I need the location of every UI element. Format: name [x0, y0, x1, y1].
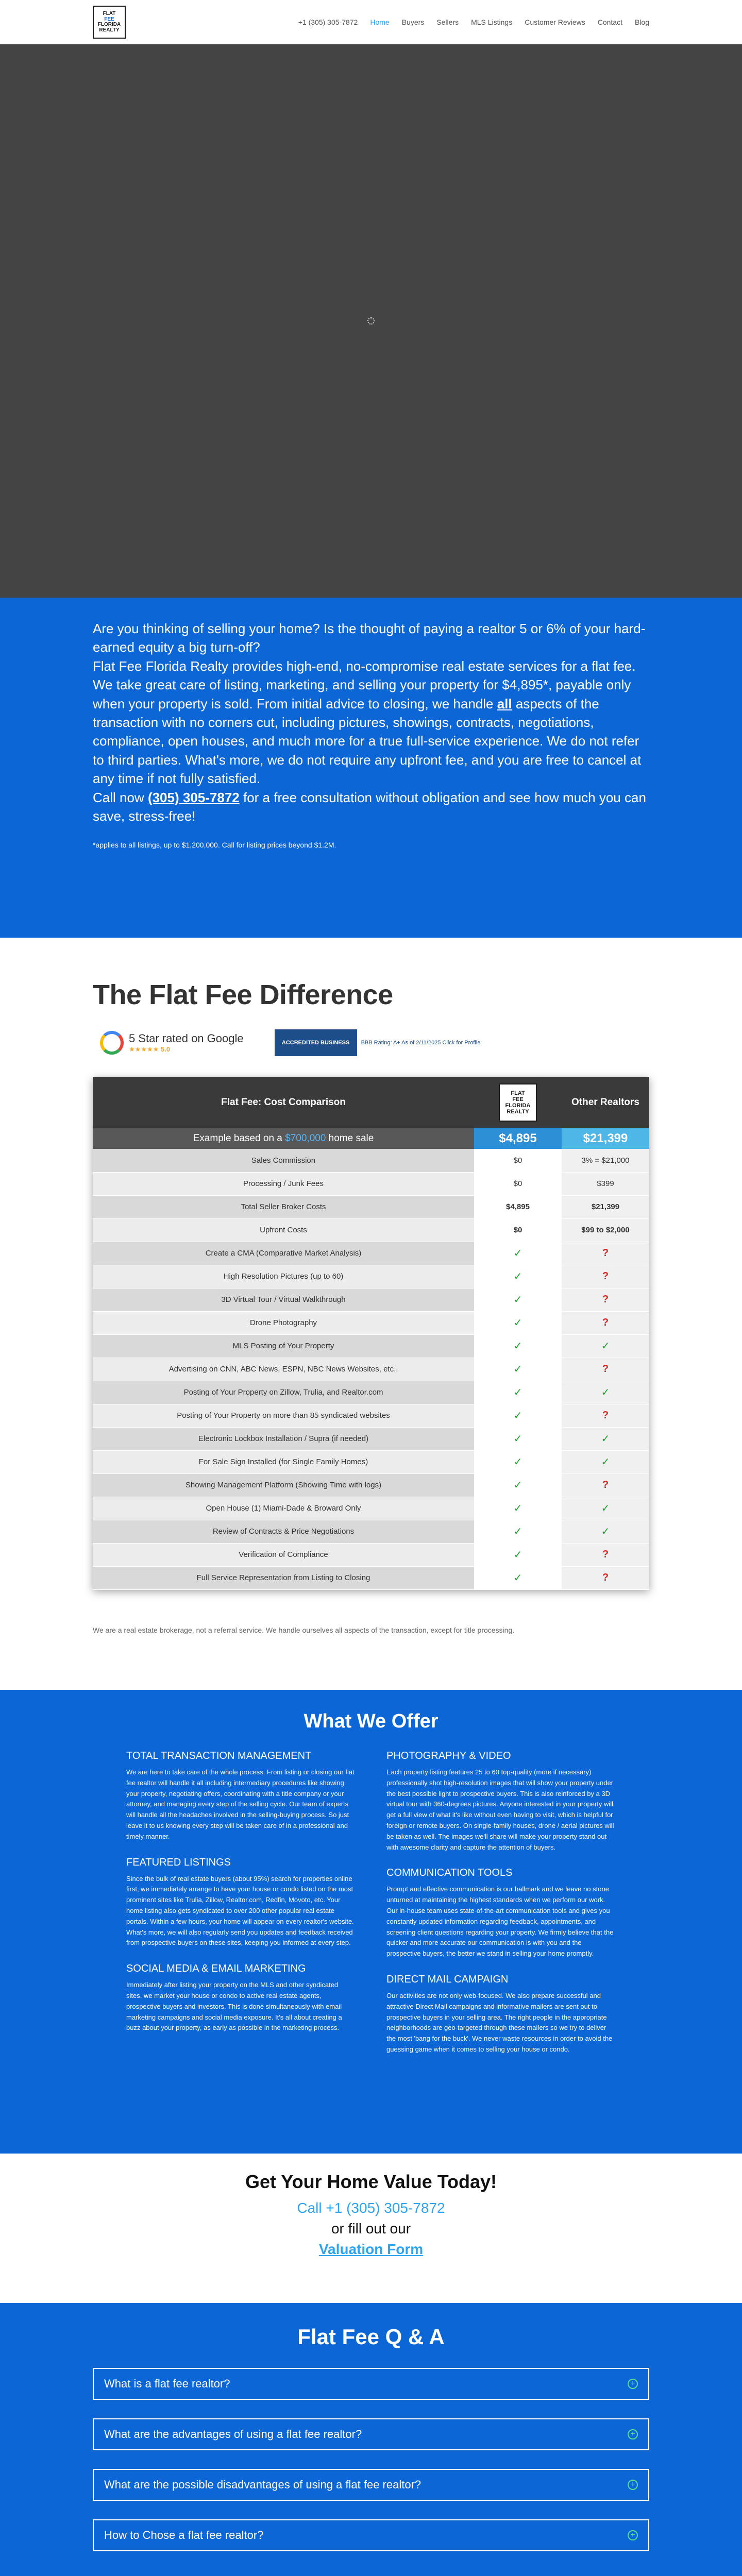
table-row	[93, 1450, 649, 1473]
check-icon: ✓	[513, 1526, 522, 1537]
flat-fee-cell	[474, 1427, 562, 1450]
nav-item-home[interactable]: Home	[370, 18, 390, 26]
bbb-badge[interactable]	[275, 1029, 481, 1056]
feature-cell: For Sale Sign Installed (for Single Family Homes)	[93, 1450, 474, 1473]
nav-phone-link[interactable]: +1 (305) 305-7872	[298, 18, 358, 26]
table-header-other: Other Realtors	[571, 1097, 639, 1108]
table-row	[93, 1311, 649, 1334]
other-realtors-cell	[562, 1497, 649, 1520]
other-realtors-cell	[562, 1427, 649, 1450]
flat-fee-cell	[474, 1265, 562, 1288]
home-value-section	[0, 2154, 742, 2303]
check-icon: ✓	[601, 1341, 610, 1352]
other-realtors-value: 3% = $21,000	[562, 1149, 649, 1172]
offer-text: Since the bulk of real estate buyers (about 95%) search for properties online first, we immediately arrange to have your house or condo listed on the most prominent sites like Trulia, Zillow, Realtor.com, Redfin, Movoto, etc. Your home listing also gets syndicated to over 200 other popular real estate portals. Within a few hours, your home will appear on every realtor's website. What's more, we will also regularly send you updates and feedback received from prospective buyers on these sites, keeping you informed at every step.	[126, 1874, 354, 1947]
other-realtors-cell	[562, 1566, 649, 1589]
check-icon: ✓	[513, 1549, 522, 1561]
other-realtors-value: $399	[562, 1172, 649, 1195]
intro-section	[0, 598, 742, 938]
table-row	[93, 1543, 649, 1566]
other-realtors-cell	[562, 1404, 649, 1427]
intro-cta: Call now (305) 305-7872 for a free consultation without obligation and see how much you can save, stress-free!	[93, 789, 646, 824]
table-row	[93, 1334, 649, 1358]
table-header	[93, 1077, 649, 1128]
nav-item-sellers[interactable]: Sellers	[436, 18, 459, 26]
table-row	[93, 1427, 649, 1450]
feature-cell: MLS Posting of Your Property	[93, 1334, 474, 1358]
logo-text: REALTY	[99, 27, 120, 33]
nav-item-buyers[interactable]: Buyers	[401, 18, 425, 26]
flat-fee-cell	[474, 1334, 562, 1358]
other-realtors-cell	[562, 1381, 649, 1404]
other-realtors-value: $21,399	[562, 1195, 649, 1218]
check-icon: ✓	[513, 1248, 522, 1259]
feature-cell: Posting of Your Property on Zillow, Trulia, and Realtor.com	[93, 1381, 474, 1404]
other-realtors-cell	[562, 1265, 649, 1288]
offer-heading: FEATURED LISTINGS	[126, 1856, 231, 1868]
question-icon: ?	[602, 1294, 609, 1305]
offer-text: Immediately after listing your property on the MLS and other syndicated sites, we market your house or condo to active real estate agents, prospective buyers and investors. This is done simultaneously with email marketing campaigns and social media exposure. It's all about creating a buzz about your property, as early as possible in the marketing process.	[126, 1981, 342, 2032]
check-icon: ✓	[601, 1387, 610, 1398]
check-icon: ✓	[513, 1364, 522, 1375]
faq-toggle[interactable]	[93, 2469, 649, 2501]
main-nav	[298, 18, 649, 26]
plus-circle-icon: +	[628, 2429, 638, 2439]
check-icon: ✓	[601, 1433, 610, 1445]
feature-cell: Showing Management Platform (Showing Time with logs)	[93, 1473, 474, 1497]
flat-fee-value: $0	[474, 1172, 562, 1195]
flat-fee-cell	[474, 1404, 562, 1427]
feature-cell: Sales Commission	[93, 1149, 474, 1172]
faq-toggle[interactable]	[93, 2519, 649, 2551]
check-icon: ✓	[513, 1271, 522, 1282]
cost-comparison-table	[93, 1077, 649, 1590]
flat-fee-value: $4,895	[474, 1195, 562, 1218]
table-row	[93, 1473, 649, 1497]
flat-fee-cell	[474, 1543, 562, 1566]
site-logo[interactable]	[93, 6, 126, 39]
home-value-or-text: or fill out our	[331, 2221, 411, 2236]
offer-text: Prompt and effective communication is our hallmark and we leave no stone unturned at maintaining the highest standards when we perform our work. Our in-house team uses state-of-the-art communication tools and gives you constantly updated information regarding feedback, appointments, and screening client questions regarding your property. We firmly believe that the quicker and more accurate our communication is with you and the prospective buyers, the better we stand in selling your home promptly.	[386, 1885, 614, 1958]
check-icon: ✓	[513, 1480, 522, 1491]
question-icon: ?	[602, 1479, 609, 1490]
question-icon: ?	[602, 1363, 609, 1375]
section-title: The Flat Fee Difference	[93, 979, 393, 1010]
offer-right-column	[386, 1750, 616, 2055]
google-stars: ★★★★★ 5.0	[129, 1045, 170, 1053]
base-other-price: $21,399	[562, 1128, 649, 1149]
feature-cell: Full Service Representation from Listing to Closing	[93, 1566, 474, 1589]
flat-fee-difference-section	[0, 938, 742, 1690]
intro-phone-link[interactable]: (305) 305-7872	[147, 789, 240, 805]
feature-cell: Review of Contracts & Price Negotiations	[93, 1520, 474, 1543]
feature-cell: Total Seller Broker Costs	[93, 1195, 474, 1218]
question-icon: ?	[602, 1572, 609, 1583]
base-example-label: Example based on a $700,000 home sale	[193, 1133, 374, 1144]
bbb-rating-text: BBB Rating: A+ As of 2/11/2025 Click for Profile	[361, 1039, 481, 1046]
faq-toggle[interactable]	[93, 2368, 649, 2400]
table-row	[93, 1195, 649, 1218]
google-icon	[100, 1031, 124, 1055]
feature-cell: Advertising on CNN, ABC News, ESPN, NBC News Websites, etc..	[93, 1358, 474, 1381]
check-icon: ✓	[601, 1503, 610, 1514]
feature-cell: Electronic Lockbox Installation / Supra (if needed)	[93, 1427, 474, 1450]
other-realtors-cell	[562, 1520, 649, 1543]
flat-fee-cell	[474, 1381, 562, 1404]
table-header-title: Flat Fee: Cost Comparison	[221, 1097, 346, 1108]
base-flat-fee-price: $4,895	[474, 1128, 562, 1149]
plus-circle-icon: +	[628, 2530, 638, 2540]
offer-title: What We Offer	[303, 1710, 439, 1732]
feature-cell: Drone Photography	[93, 1311, 474, 1334]
table-base-row	[93, 1128, 649, 1149]
intro-footnote: *applies to all listings, up to $1,200,000. Call for listing prices beyond $1.2M.	[93, 841, 336, 850]
google-badge-text: 5 Star rated on Google	[129, 1032, 244, 1045]
google-rating-badge[interactable]	[100, 1031, 244, 1055]
plus-circle-icon: +	[628, 2379, 638, 2389]
feature-cell: Create a CMA (Comparative Market Analysis)	[93, 1242, 474, 1265]
offer-left-column	[126, 1750, 356, 2055]
offer-heading: PHOTOGRAPHY & VIDEO	[386, 1750, 511, 1761]
offer-heading: COMMUNICATION TOOLS	[386, 1867, 513, 1879]
feature-cell: Open House (1) Miami-Dade & Broward Only	[93, 1497, 474, 1520]
logo-text: FLAT	[103, 11, 116, 16]
offer-heading: DIRECT MAIL CAMPAIGN	[386, 1973, 509, 1985]
check-icon: ✓	[601, 1456, 610, 1468]
bbb-accredited-icon: ACCREDITED BUSINESS	[275, 1029, 357, 1056]
home-value-title: Get Your Home Value Today!	[245, 2171, 497, 2192]
check-icon: ✓	[513, 1317, 522, 1329]
question-icon: ?	[602, 1410, 609, 1421]
other-realtors-cell	[562, 1543, 649, 1566]
check-icon: ✓	[601, 1526, 610, 1537]
table-row	[93, 1497, 649, 1520]
nav-item-blog[interactable]: Blog	[634, 18, 649, 26]
loading-spinner-icon	[367, 317, 375, 325]
feature-cell: 3D Virtual Tour / Virtual Walkthrough	[93, 1288, 474, 1311]
table-row	[93, 1172, 649, 1195]
flat-fee-cell	[474, 1242, 562, 1265]
flat-fee-cell	[474, 1450, 562, 1473]
hero-video[interactable]	[0, 44, 742, 598]
offer-text: Our activities are not only web-focused. We also prepare successful and attractive Direct Mail campaigns and informative mailers are sent out to prospective buyers in your selling area. The right people in the appropriate neighborhoods are geo-targeted through these mailers so we try to deliver the most 'bang for the buck'. We never waste resources in order to avoid the guessing game when it comes to selling your house or condo.	[386, 1991, 613, 2053]
feature-cell: Verification of Compliance	[93, 1543, 474, 1566]
check-icon: ✓	[513, 1503, 522, 1514]
faq-question: How to Chose a flat fee realtor?	[104, 2529, 264, 2541]
table-row	[93, 1265, 649, 1288]
other-realtors-cell	[562, 1288, 649, 1311]
check-icon: ✓	[513, 1410, 522, 1421]
question-icon: ?	[602, 1549, 609, 1560]
check-icon: ✓	[513, 1433, 522, 1445]
check-icon: ✓	[513, 1341, 522, 1352]
offer-heading: TOTAL TRANSACTION MANAGEMENT	[126, 1750, 312, 1761]
nav-item-mls-listings[interactable]: MLS Listings	[471, 18, 513, 26]
logo-text: FLORIDA	[97, 22, 121, 27]
offer-text: Each property listing features 25 to 60 top-quality (more if necessary) professionally shot high-resolution images that will show your property under the best possible light to prospective buyers. This is also reinforced by a 3D virtual tour with 360-degrees pictures. Anyone interested in your property will get a full view of what it's like without even having to visit, which is helpful for foreign or remote buyers. On single-family houses, drone / aerial pictures will be taken as well. The images we'll share will make your property stand out with awesome clarity and capture the attention of buyers.	[386, 1768, 614, 1851]
valuation-form-link[interactable]: Valuation Form	[318, 2241, 424, 2257]
flat-fee-cell	[474, 1473, 562, 1497]
feature-cell: High Resolution Pictures (up to 60)	[93, 1265, 474, 1288]
faq-section	[0, 2303, 742, 2576]
question-icon: ?	[602, 1247, 609, 1259]
check-icon: ✓	[513, 1572, 522, 1584]
table-row	[93, 1520, 649, 1543]
faq-title: Flat Fee Q & A	[297, 2325, 445, 2349]
table-header-logo	[474, 1077, 562, 1128]
table-row	[93, 1404, 649, 1427]
other-realtors-cell	[562, 1450, 649, 1473]
faq-question: What is a flat fee realtor?	[104, 2377, 230, 2390]
what-we-offer-section	[0, 1690, 742, 2154]
flat-fee-cell	[474, 1288, 562, 1311]
check-icon: ✓	[513, 1387, 522, 1398]
intro-question: Are you thinking of selling your home? Is the thought of paying a realtor 5 or 6% of your hard-earned equity a big turn-off?	[93, 621, 646, 655]
table-row	[93, 1381, 649, 1404]
other-realtors-value: $99 to $2,000	[562, 1218, 649, 1242]
badges	[93, 1029, 649, 1056]
flat-fee-cell	[474, 1358, 562, 1381]
flat-fee-cell	[474, 1497, 562, 1520]
logo-text: FEE	[104, 16, 114, 22]
table-row	[93, 1218, 649, 1242]
offer-text: We are here to take care of the whole process. From listing or closing our flat fee realtor will handle it all including intermediary procedures like showing your property, negotiating offers, coordinating with a title company or your attorney, and managing every step of the selling cycle. Our team of experts will handle all the headaches involved in the selling-buying process. So just leave it to us knowing every step will be taken care of in a professional and timely manner.	[126, 1768, 355, 1840]
table-row	[93, 1566, 649, 1589]
other-realtors-cell	[562, 1242, 649, 1265]
feature-cell: Posting of Your Property on more than 85 syndicated websites	[93, 1404, 474, 1427]
flat-fee-cell	[474, 1566, 562, 1589]
intro-body: Flat Fee Florida Realty provides high-end, no-compromise real estate services for a flat fee. We take great care of listing, marketing, and selling your property for $4,895*, payable only when your property is sold. From initial advice to closing, we handle all aspects of the transaction with no corners cut, including pictures, showings, contracts, negotiations, compliance, open houses, and much more for a true full-service experience. We do not refer to third parties. What's more, we do not require any upfront fee, and you are free to cancel at any time if not fully satisfied.	[93, 658, 642, 787]
question-icon: ?	[602, 1317, 609, 1328]
flat-fee-cell	[474, 1520, 562, 1543]
check-icon: ✓	[513, 1294, 522, 1306]
question-icon: ?	[602, 1270, 609, 1282]
other-realtors-cell	[562, 1358, 649, 1381]
table-row	[93, 1358, 649, 1381]
table-row	[93, 1288, 649, 1311]
offer-heading: SOCIAL MEDIA & EMAIL MARKETING	[126, 1963, 306, 1975]
brokerage-disclaimer: We are a real estate brokerage, not a referral service. We handle ourselves all aspects of the transaction, except for title processing.	[93, 1625, 515, 1634]
home-value-phone-link[interactable]: Call +1 (305) 305-7872	[297, 2200, 445, 2216]
other-realtors-cell	[562, 1311, 649, 1334]
flat-fee-cell	[474, 1311, 562, 1334]
feature-cell: Upfront Costs	[93, 1218, 474, 1242]
check-icon: ✓	[513, 1456, 522, 1468]
plus-circle-icon: +	[628, 2480, 638, 2490]
feature-cell: Processing / Junk Fees	[93, 1172, 474, 1195]
table-row	[93, 1242, 649, 1265]
table-row	[93, 1149, 649, 1172]
flat-fee-value: $0	[474, 1149, 562, 1172]
faq-question: What are the possible disadvantages of using a flat fee realtor?	[104, 2478, 421, 2491]
faq-question: What are the advantages of using a flat fee realtor?	[104, 2428, 362, 2441]
nav-item-contact[interactable]: Contact	[597, 18, 622, 26]
flat-fee-value: $0	[474, 1218, 562, 1242]
other-realtors-cell	[562, 1473, 649, 1497]
other-realtors-cell	[562, 1334, 649, 1358]
nav-item-customer-reviews[interactable]: Customer Reviews	[525, 18, 585, 26]
site-header	[0, 0, 742, 44]
flat-fee-logo-icon: FLAT FEE FLORIDA REALTY	[499, 1083, 537, 1122]
faq-toggle[interactable]	[93, 2418, 649, 2450]
